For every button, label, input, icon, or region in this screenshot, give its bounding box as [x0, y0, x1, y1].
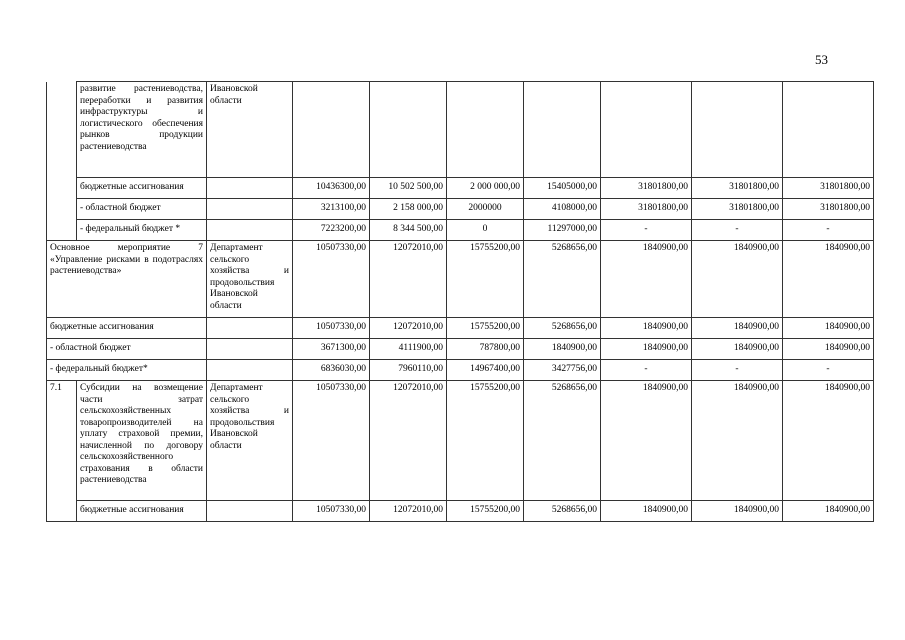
row-name: - федеральный бюджет * — [77, 220, 207, 241]
value-cell: 10507330,00 — [293, 241, 370, 318]
value-cell: 5268656,00 — [524, 241, 601, 318]
value-cell: 15755200,00 — [447, 381, 524, 501]
value-cell: 2 158 000,00 — [370, 199, 447, 220]
row-name: - федеральный бюджет* — [47, 360, 207, 381]
value-cell: 5268656,00 — [524, 501, 601, 522]
value-cell: 0 — [447, 220, 524, 241]
table-row — [47, 360, 874, 381]
value-cell: 14967400,00 — [447, 360, 524, 381]
row-name: Основное мероприятие 7 «Управление рисками в подотраслях растениеводства» — [47, 241, 207, 318]
table-row — [47, 381, 874, 501]
value-cell: 31801800,00 — [783, 178, 874, 199]
value-cell: 10507330,00 — [293, 501, 370, 522]
value-cell: 11297000,00 — [524, 220, 601, 241]
value-cell: 10507330,00 — [293, 381, 370, 501]
value-cell — [370, 82, 447, 178]
value-cell: 1840900,00 — [601, 241, 692, 318]
value-cell: 15405000,00 — [524, 178, 601, 199]
value-cell: 4111900,00 — [370, 339, 447, 360]
value-cell: 12072010,00 — [370, 381, 447, 501]
table-row — [47, 241, 874, 318]
value-cell: 15755200,00 — [447, 241, 524, 318]
row-name: развитие растениеводства, переработки и развития инфраструктуры и логистического обеспечения рынков продукции растениеводства — [77, 82, 207, 178]
value-cell: 31801800,00 — [601, 199, 692, 220]
value-cell: 1840900,00 — [692, 339, 783, 360]
table-row — [47, 199, 874, 220]
value-cell: 1840900,00 — [692, 381, 783, 501]
value-cell: 1840900,00 — [692, 318, 783, 339]
page-number: 53 — [815, 52, 828, 67]
row-executor — [207, 220, 293, 241]
table-row — [47, 318, 874, 339]
row-name: - областной бюджет — [77, 199, 207, 220]
value-cell: - — [601, 360, 692, 381]
table-row — [47, 501, 874, 522]
row-executor — [207, 178, 293, 199]
value-cell: 31801800,00 — [692, 199, 783, 220]
value-cell: 2000000 — [447, 199, 524, 220]
value-cell: 1840900,00 — [601, 501, 692, 522]
value-cell: 12072010,00 — [370, 318, 447, 339]
row-index — [47, 501, 77, 522]
value-cell: 1840900,00 — [601, 339, 692, 360]
row-executor: Ивановской области — [207, 82, 293, 178]
value-cell: 1840900,00 — [692, 241, 783, 318]
value-cell: 1840900,00 — [783, 318, 874, 339]
row-index — [47, 82, 77, 178]
budget-table — [46, 81, 874, 522]
row-name: бюджетные ассигнования — [47, 318, 207, 339]
row-name: бюджетные ассигнования — [77, 178, 207, 199]
value-cell: 1840900,00 — [692, 501, 783, 522]
value-cell: 1840900,00 — [783, 381, 874, 501]
value-cell: 3213100,00 — [293, 199, 370, 220]
row-index: 7.1 — [47, 381, 77, 501]
value-cell — [293, 82, 370, 178]
value-cell: 4108000,00 — [524, 199, 601, 220]
value-cell: 5268656,00 — [524, 318, 601, 339]
value-cell: 3427756,00 — [524, 360, 601, 381]
row-name: бюджетные ассигнования — [77, 501, 207, 522]
value-cell: 31801800,00 — [601, 178, 692, 199]
table-row — [47, 339, 874, 360]
value-cell — [783, 82, 874, 178]
value-cell: 1840900,00 — [524, 339, 601, 360]
value-cell: - — [692, 360, 783, 381]
value-cell: 12072010,00 — [370, 501, 447, 522]
value-cell: - — [692, 220, 783, 241]
value-cell: 7960110,00 — [370, 360, 447, 381]
table-row — [47, 82, 874, 178]
value-cell: - — [601, 220, 692, 241]
value-cell: 2 000 000,00 — [447, 178, 524, 199]
row-index — [47, 199, 77, 220]
row-executor — [207, 360, 293, 381]
value-cell: 787800,00 — [447, 339, 524, 360]
value-cell — [601, 82, 692, 178]
value-cell: 8 344 500,00 — [370, 220, 447, 241]
value-cell — [692, 82, 783, 178]
value-cell: - — [783, 220, 874, 241]
value-cell: 10 502 500,00 — [370, 178, 447, 199]
value-cell: 10436300,00 — [293, 178, 370, 199]
value-cell: 7223200,00 — [293, 220, 370, 241]
value-cell: 1840900,00 — [601, 318, 692, 339]
value-cell: 3671300,00 — [293, 339, 370, 360]
value-cell: 31801800,00 — [692, 178, 783, 199]
value-cell: 1840900,00 — [783, 241, 874, 318]
row-name: Субсидии на возмещение части затрат сельскохозяйственных товаропроизводителей на уплату страховой премии, начисленной по договору сельскохозяйственного страхования в области растениеводства — [77, 381, 207, 501]
value-cell: 12072010,00 — [370, 241, 447, 318]
row-index — [47, 178, 77, 199]
row-executor — [207, 501, 293, 522]
value-cell: 15755200,00 — [447, 318, 524, 339]
row-name: - областной бюджет — [47, 339, 207, 360]
value-cell — [447, 82, 524, 178]
value-cell: 10507330,00 — [293, 318, 370, 339]
row-executor — [207, 318, 293, 339]
value-cell: 31801800,00 — [783, 199, 874, 220]
row-executor — [207, 199, 293, 220]
row-executor: Департамент сельского хозяйства и продовольствия Ивановской области — [207, 381, 293, 501]
value-cell: 15755200,00 — [447, 501, 524, 522]
row-executor — [207, 339, 293, 360]
value-cell — [524, 82, 601, 178]
table-row — [47, 220, 874, 241]
value-cell: 5268656,00 — [524, 381, 601, 501]
value-cell: - — [783, 360, 874, 381]
value-cell: 6836030,00 — [293, 360, 370, 381]
table-row — [47, 178, 874, 199]
value-cell: 1840900,00 — [783, 501, 874, 522]
row-executor: Департамент сельского хозяйства и продовольствия Ивановской области — [207, 241, 293, 318]
value-cell: 1840900,00 — [783, 339, 874, 360]
value-cell: 1840900,00 — [601, 381, 692, 501]
row-index — [47, 220, 77, 241]
